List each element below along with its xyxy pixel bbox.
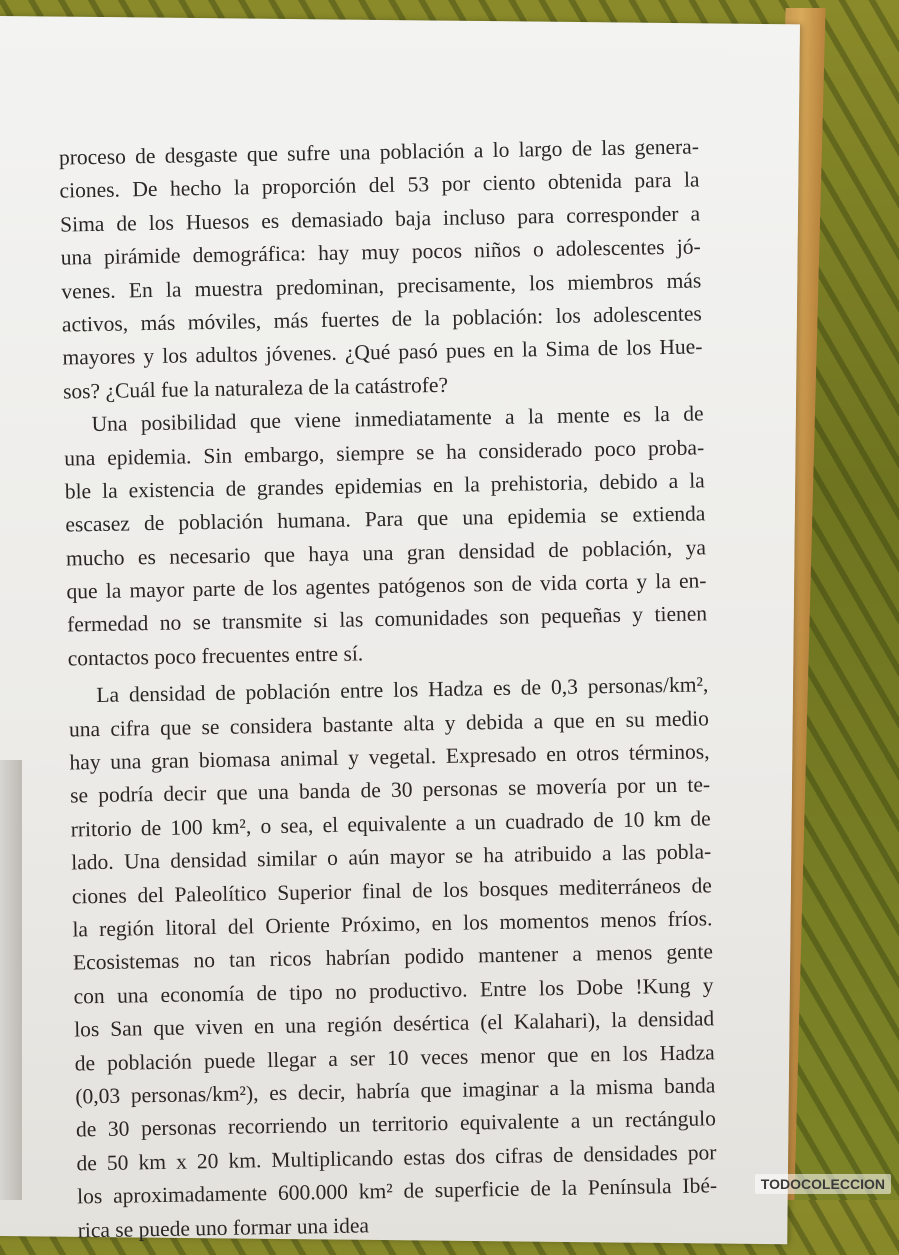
text-line: ble la existencia de grandes epidemias en la prehistoria, debido a la [64,468,705,504]
text-line: Ecosistemas no tan ricos habrían podido mantener a menos gente [72,939,714,975]
body-text [59,130,718,1247]
text-line: Sima de los Huesos es demasiado baja incluso para corresponder a [59,201,701,237]
text-line: de 30 personas recorriendo un territorio equivalente a un rectángulo [75,1106,717,1142]
text-line: con una economía de tipo no productivo. Entre los Dobe !Kung y [73,973,714,1009]
text-line: proceso de desgaste que sufre una población a lo largo de las genera- [58,134,700,170]
text-line: (0,03 personas/km²), es decir, habría que imaginar a la misma banda [75,1073,716,1109]
text-line: activos, más móviles, más fuertes de la población: los adolescentes [61,301,703,337]
text-line: se podría decir que una banda de 30 personas se movería por un te- [69,772,711,808]
text-line: mayores y los adultos jóvenes. ¿Qué pasó pues en la Sima de los Hue- [62,334,703,370]
adjacent-page-edge [0,760,22,1200]
text-line: la región litoral del Oriente Próximo, en los momentos menos fríos. [72,906,713,942]
text-line: La densidad de población entre los Hadza es de 0,3 personas/km², [96,672,709,708]
text-line: una pirámide demográfica: hay muy pocos niños o adolescentes jó- [60,234,701,270]
text-line: hay una gran biomasa animal y vegetal. Expresado en otros términos, [69,739,710,775]
text-line: los San que viven en una región desértica (el Kalahari), la densidad [73,1006,715,1042]
text-line: sos? ¿Cuál fue la naturaleza de la catástrofe? [62,372,449,404]
text-line: ciones. De hecho la proporción del 53 por ciento obtenida para la [59,167,700,203]
text-line: Una posibilidad que viene inmediatamente a la mente es la de [91,401,704,437]
book-page [0,16,800,1245]
text-line: escasez de población humana. Para que una epidemia se extienda [65,501,706,537]
text-line: que la mayor parte de los agentes patógenos son de vida corta y la en- [66,568,707,604]
text-line: venes. En la muestra predominan, precisamente, los miembros más [61,267,702,304]
text-line: contactos poco frecuentes entre sí. [67,641,364,671]
text-line: mucho es necesario que haya una gran densidad de población, ya [65,535,707,571]
text-line: una epidemia. Sin embargo, siempre se ha considerado poco proba- [64,434,705,471]
text-line: fermedad no se transmite si las comunidades son pequeñas y tienen [66,601,708,637]
text-line: de población puede llegar a ser 10 veces menor que en los Hadza [74,1039,715,1075]
text-line: los aproximadamente 600.000 km² de superficie de la Península Ibé- [76,1173,718,1209]
text-line: lado. Una densidad similar o aún mayor se ha atribuido a las pobla- [71,839,712,875]
text-line: una cifra que se considera bastante alta y debida a que en su medio [68,705,710,742]
watermark: TODOCOLECCION [755,1174,891,1194]
text-line: de 50 km x 20 km. Multiplicando estas dos cifras de densidades por [76,1139,717,1176]
text-line: ciones del Paleolítico Superior final de los bosques mediterráneos de [71,872,712,909]
text-line: rritorio de 100 km², o sea, el equivalente a un cuadrado de 10 km de [70,806,711,842]
text-line: rica se puede uno formar una idea [77,1212,370,1242]
